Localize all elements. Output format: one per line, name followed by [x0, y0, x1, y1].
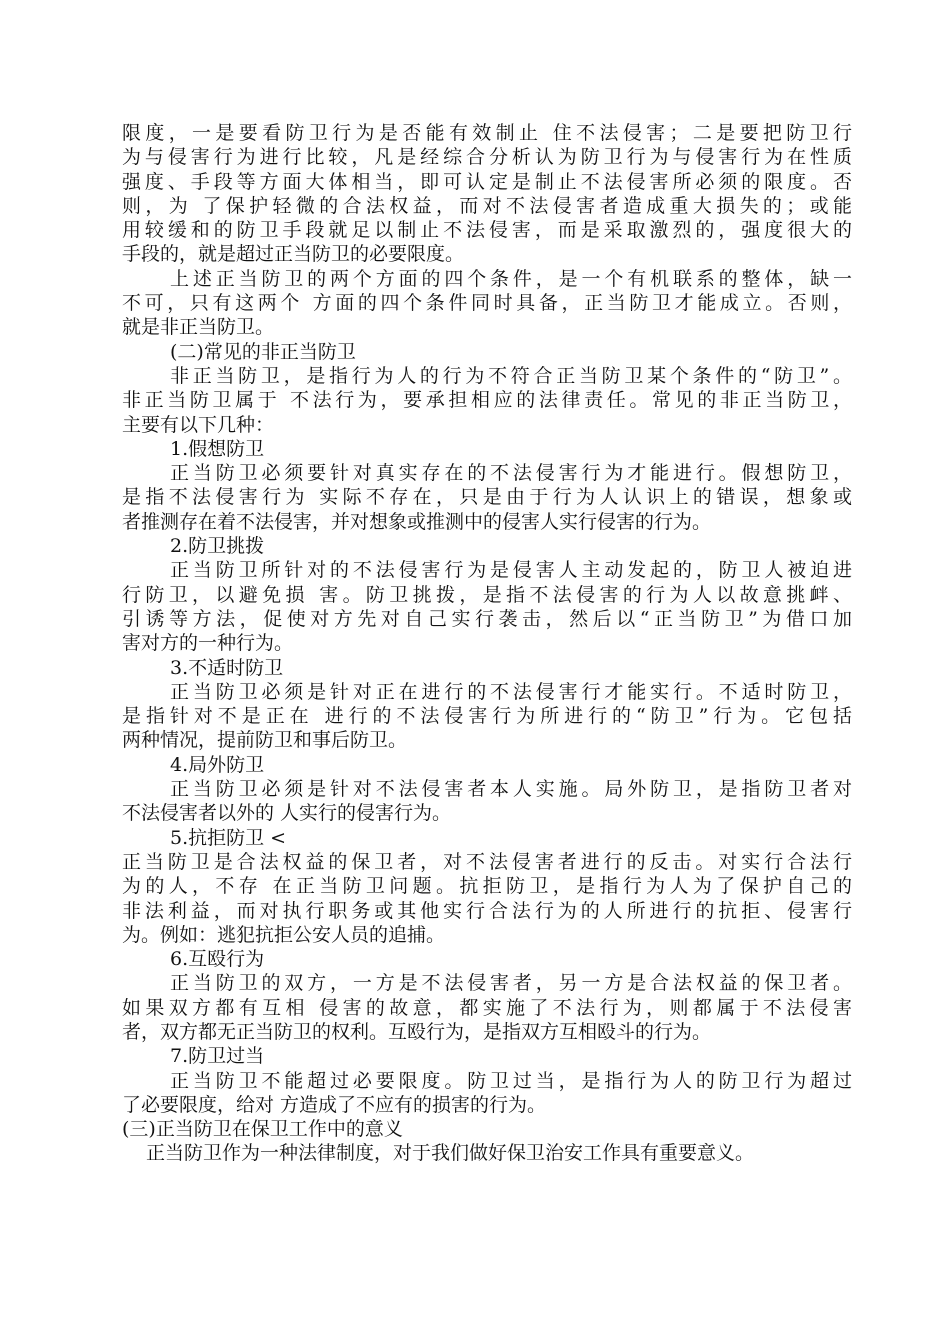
text-line: 上述正当防卫的两个方面的四个条件，是一个有机联系的整体，缺一	[170, 267, 852, 290]
text-line: 4.局外防卫	[170, 753, 265, 776]
text-line: 正当防卫所针对的不法侵害行为是侵害人主动发起的，防卫人被迫进	[170, 559, 852, 582]
text-line: 者，双方都无正当防卫的权利。互殴行为，是指双方互相殴斗的行为。	[122, 1020, 712, 1043]
text-line: (三)正当防卫在保卫工作中的意义	[122, 1118, 403, 1141]
text-line: 为的人，不存 在正当防卫问题。抗拒防卫，是指行为人为了保护自己的	[122, 875, 852, 898]
text-line: 正当防卫是合法权益的保卫者，对不法侵害者进行的反击。对实行合法行	[122, 850, 852, 873]
text-line: 如果双方都有互相 侵害的故意，都实施了不法行为，则都属于不法侵害	[122, 996, 852, 1019]
text-line: 不可，只有这两个 方面的四个条件同时具备，正当防卫才能成立。否则，	[122, 292, 852, 315]
text-line: 强度、手段等方面大体相当，即可认定是制止不法侵害所必须的限度。否	[122, 170, 852, 193]
text-line: 手段的，就是超过正当防卫的必要限度。	[122, 243, 465, 266]
text-line: 6.互殴行为	[170, 948, 265, 971]
text-line: 用较缓和的防卫手段就足以制止不法侵害，而是采取激烈的，强度很大的	[122, 219, 852, 242]
text-line: 是指针对不是正在 进行的不法侵害行为所进行的“防卫”行为。它包括	[122, 705, 852, 728]
text-line: 3.不适时防卫	[170, 656, 284, 679]
text-line: 不法侵害者以外的 人实行的侵害行为。	[122, 802, 452, 825]
text-line: 非法利益，而对执行职务或其他实行合法行为的人所进行的抗拒、侵害行	[122, 899, 852, 922]
text-line: 了必要限度，给对 方造成了不应有的损害的行为。	[122, 1093, 547, 1116]
text-line: 正当防卫作为一种法律制度，对于我们做好保卫治安工作具有重要意义。	[146, 1142, 755, 1165]
text-line: 限度，一是要看防卫行为是否能有效制止 住不法侵害；二是要把防卫行	[122, 122, 852, 144]
text-line: 正当防卫必须是针对正在进行的不法侵害行才能实行。不适时防卫，	[170, 680, 852, 703]
text-line: 5.抗拒防卫 <	[170, 826, 287, 849]
text-line: 为与侵害行为进行比较，凡是经综合分析认为防卫行为与侵害行为在性质	[122, 146, 852, 169]
text-line: 主要有以下几种：	[122, 413, 275, 436]
text-line: 害对方的一种行为。	[122, 632, 294, 655]
text-line: 引诱等方法，促使对方先对自己实行袭击，然后以“正当防卫”为借口加	[122, 607, 852, 630]
text-line: 正当防卫不能超过必要限度。防卫过当，是指行为人的防卫行为超过	[170, 1069, 852, 1092]
text-line: 非正当防卫属于 不法行为，要承担相应的法律责任。常见的非正当防卫，	[122, 389, 852, 412]
text-line: 是指不法侵害行为 实际不存在，只是由于行为人认识上的错误，想象或	[122, 486, 852, 509]
text-line: 2.防卫挑拨	[170, 535, 265, 558]
text-line: 行防卫，以避免损 害。防卫挑拨，是指不法侵害的行为人以故意挑衅、	[122, 583, 852, 606]
text-line: (二)常见的非正当防卫	[170, 340, 356, 363]
document-page	[122, 121, 852, 1166]
text-line: 者推测存在着不法侵害，并对想象或推测中的侵害人实行侵害的行为。	[122, 510, 712, 533]
text-line: 7.防卫过当	[170, 1045, 265, 1068]
text-line: 正当防卫必须要针对真实存在的不法侵害行为才能进行。假想防卫，	[170, 462, 852, 485]
text-line: 正当防卫必须是针对不法侵害者本人实施。局外防卫，是指防卫者对	[170, 778, 852, 801]
text-line: 正当防卫的双方，一方是不法侵害者，另一方是合法权益的保卫者。	[170, 972, 852, 995]
text-line: 1.假想防卫	[170, 437, 265, 460]
text-line: 两种情况，提前防卫和事后防卫。	[122, 729, 408, 752]
text-line: 为。例如：逃犯抗拒公安人员的追捕。	[122, 923, 446, 946]
text-line: 则，为 了保护轻微的合法权益，而对不法侵害者造成重大损失的；或能	[122, 194, 852, 217]
text-line: 非正当防卫，是指行为人的行为不符合正当防卫某个条件的“防卫”。	[170, 364, 852, 387]
text-line: 就是非正当防卫。	[122, 316, 275, 339]
